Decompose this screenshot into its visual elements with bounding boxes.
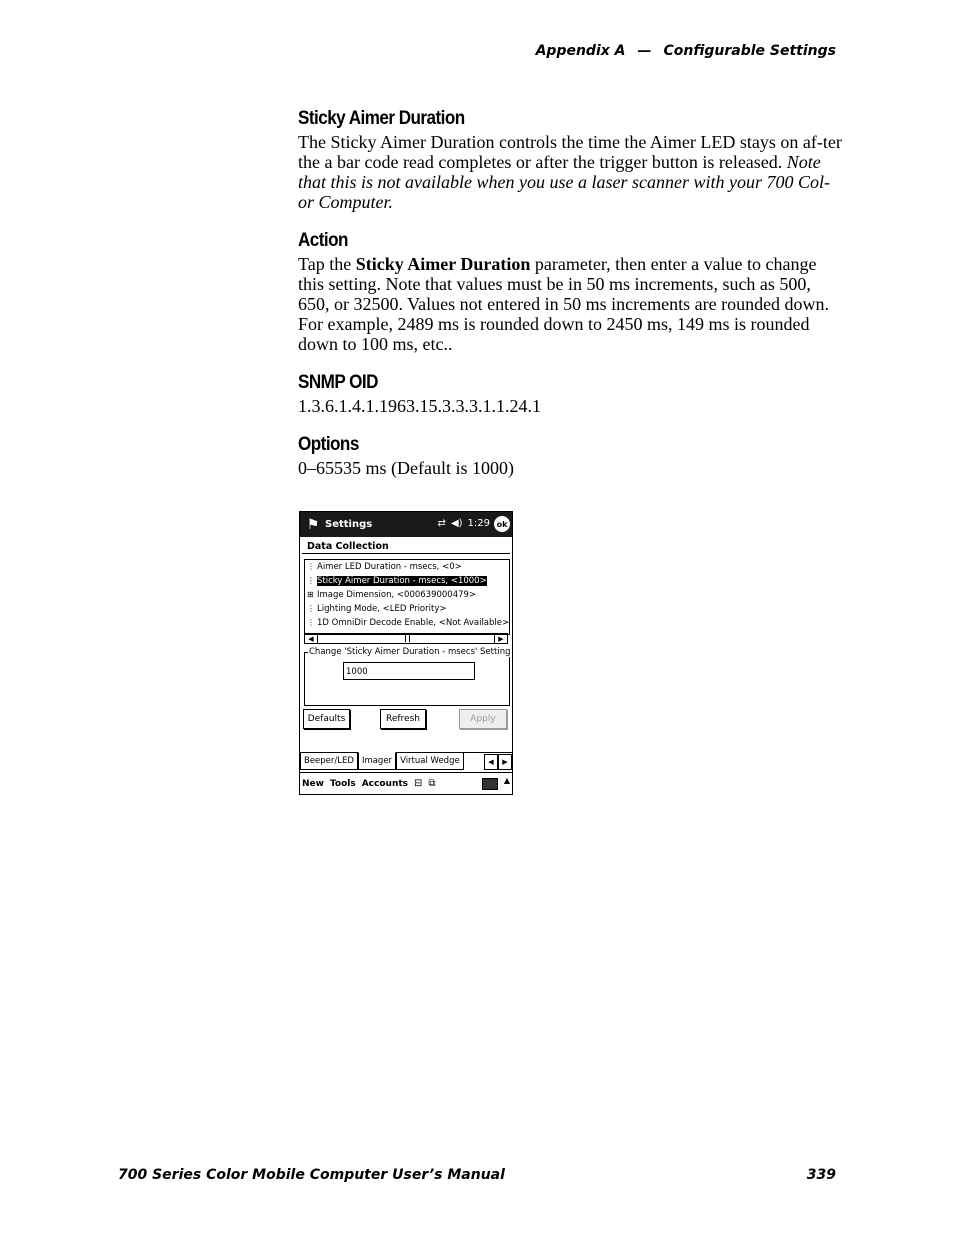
setting-value-input[interactable]: 1000: [343, 662, 475, 680]
footer-manual-title: 700 Series Color Mobile Computer User’s Manual: [118, 1167, 505, 1183]
change-setting-group: [304, 647, 511, 706]
tab-nav: [484, 753, 512, 771]
section-title: SNMP OID: [298, 372, 378, 393]
running-head-separator: —: [637, 43, 652, 59]
tab-imager[interactable]: Imager: [358, 752, 396, 770]
section-sticky-aimer: [298, 108, 843, 212]
section-body: [298, 132, 843, 212]
tree-item[interactable]: [305, 588, 509, 602]
tab-strip: [300, 752, 512, 771]
tree-item-label: Lighting Mode, <LED Priority>: [317, 604, 447, 614]
tree-item-label: Sticky Aimer Duration - msecs, <1000>: [317, 576, 487, 586]
running-head-chapter: Appendix A: [535, 43, 626, 59]
refresh-button[interactable]: Refresh: [380, 709, 426, 729]
section-note: Note that this is not available when you use a laser scanner with your 700 Col-or Computer.: [298, 152, 830, 212]
tree-connector-icon: ⋮: [307, 618, 315, 627]
menu-new[interactable]: New: [302, 778, 324, 789]
change-setting-legend: Change 'Sticky Aimer Duration - msecs' Setting: [309, 647, 511, 657]
tree-item-label: Aimer LED Duration - msecs, <0>: [317, 562, 462, 572]
scroll-left-icon[interactable]: ◀: [305, 634, 318, 643]
tree-item-label: Image Dimension, <000639000479>: [317, 590, 477, 600]
section-body: 1.3.6.1.4.1.1963.15.3.3.3.1.1.24.1: [298, 396, 541, 416]
tree-item-label: 1D OmniDir Decode Enable, <Not Available>: [317, 618, 510, 628]
main-content: [298, 108, 843, 496]
pda-title: Settings: [325, 519, 373, 530]
section-title: Action: [298, 230, 348, 251]
running-head-section: Configurable Settings: [663, 43, 836, 59]
section-body-post: parameter, then enter a value to change this setting. Note that values must be in 50 ms increments, such as 500, 650, or 32500. Values not entered in 50 ms increments are rounded down. For example, 2489 ms is rounded down to 2450 ms, 149 ms is rounded down to 100 ms, etc..: [298, 254, 830, 354]
scroll-right-icon[interactable]: ▶: [494, 634, 507, 643]
tree-item[interactable]: [305, 602, 509, 616]
tree-item[interactable]: [305, 560, 509, 574]
input-panel-caret-icon[interactable]: ▲: [503, 776, 510, 785]
windows-flag-icon[interactable]: ⚑: [306, 516, 320, 533]
tab-virtual-wedge[interactable]: Virtual Wedge: [396, 753, 464, 770]
section-title: Options: [298, 434, 359, 455]
tree-item-selected[interactable]: [305, 574, 509, 588]
menu-accounts[interactable]: Accounts: [361, 778, 409, 789]
section-body: [298, 254, 843, 354]
pda-status: [438, 518, 490, 529]
tree-connector-icon: ⋮: [307, 562, 315, 571]
tree-connector-icon: ⋮: [307, 576, 315, 585]
tab-next-icon[interactable]: ▶: [498, 754, 512, 770]
scroll-thumb[interactable]: [405, 635, 410, 642]
tree-connector-icon: ⋮: [307, 604, 315, 613]
section-snmp-oid: [298, 372, 843, 416]
menu-bar: [300, 772, 512, 794]
defaults-button[interactable]: Defaults: [303, 709, 350, 729]
clock[interactable]: 1:29: [467, 518, 490, 529]
section-body-pre: Tap the: [298, 254, 356, 274]
keyboard-icon[interactable]: [482, 778, 498, 790]
footer-page-number: 339: [806, 1167, 836, 1183]
speaker-icon[interactable]: ◀): [450, 518, 463, 529]
sync-icon[interactable]: ⧉: [428, 778, 436, 789]
horizontal-scrollbar[interactable]: [304, 633, 508, 644]
menu-tools[interactable]: Tools: [329, 778, 356, 789]
pda-screenshot: [299, 511, 513, 795]
tab-beeper-led[interactable]: Beeper/LED: [300, 753, 358, 770]
pda-heading: Data Collection: [302, 537, 510, 554]
running-head: [536, 43, 836, 59]
ok-button[interactable]: ok: [494, 516, 510, 532]
tree-item[interactable]: [305, 616, 509, 630]
expand-icon[interactable]: ⊞: [307, 590, 314, 599]
section-body-text: The Sticky Aimer Duration controls the time the Aimer LED stays on af-ter the a bar code read completes or after the trigger button is released.: [298, 132, 842, 172]
settings-tree[interactable]: [304, 559, 510, 635]
section-title: Sticky Aimer Duration: [298, 108, 465, 129]
section-body-bold: Sticky Aimer Duration: [355, 254, 531, 274]
apply-button[interactable]: Apply: [459, 709, 507, 729]
tab-prev-icon[interactable]: ◀: [484, 754, 498, 770]
section-body: 0–65535 ms (Default is 1000): [298, 458, 514, 478]
section-action: [298, 230, 843, 354]
pda-titlebar: [300, 512, 512, 537]
network-icon[interactable]: ⊟: [414, 778, 423, 789]
section-options: [298, 434, 843, 478]
connectivity-icon[interactable]: ⇄: [437, 518, 446, 529]
